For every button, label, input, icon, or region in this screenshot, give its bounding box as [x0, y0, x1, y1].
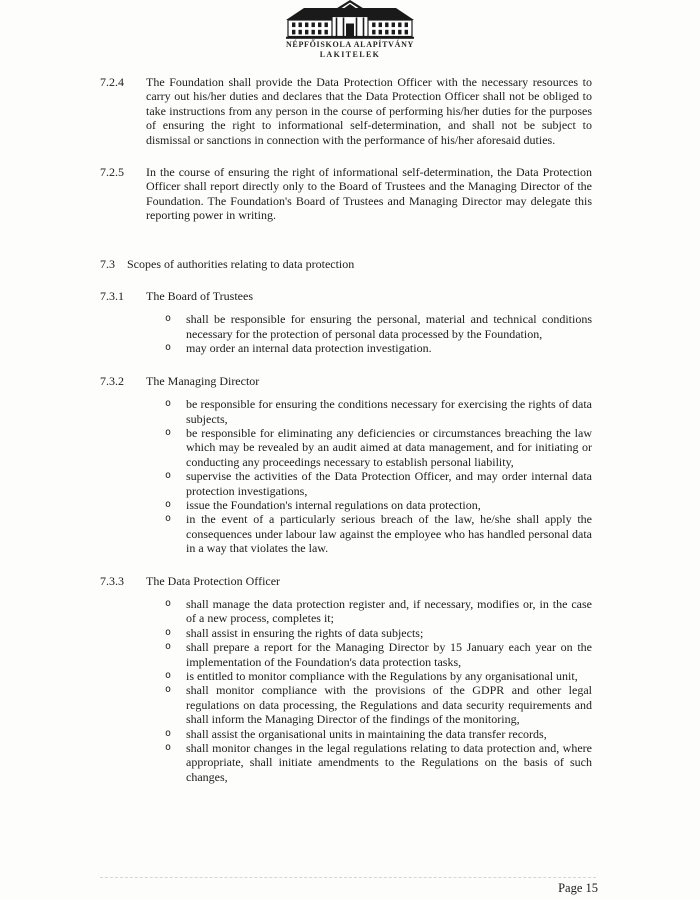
bullet-text: be responsible for ensuring the conditions necessary for exercising the rights of data subjects,	[186, 397, 592, 426]
bullet-marker-icon: o	[165, 470, 172, 482]
bullet-item	[165, 397, 592, 426]
logo-org-name: NÉPFŐISKOLA ALAPÍTVÁNY	[285, 40, 415, 49]
section-7.3.2	[100, 374, 592, 556]
bullet-item	[165, 426, 592, 469]
section-text: The Foundation shall provide the Data Protection Officer with the necessary resources to carry out his/her duties and declares that the Data Protection Officer shall not be obliged to take instructions from any person in the course of performing his/her duties for the purposes of ensuring the right to informational self-determination, and shall not be subject to dismissal or sanctions in connection with the performance of his/her aforesaid duties.	[146, 75, 592, 147]
bullet-text: is entitled to monitor compliance with the Regulations by any organisational unit,	[186, 669, 578, 683]
bullet-marker-icon: o	[165, 597, 172, 609]
document-body	[0, 75, 700, 784]
bullet-text: supervise the activities of the Data Protection Officer, and may order internal data protection investigations,	[186, 469, 592, 498]
bullet-text: shall assist the organisational units in maintaining the data transfer records,	[186, 726, 547, 741]
bullet-item	[165, 597, 592, 626]
section-number: 7.3.1	[100, 289, 124, 304]
bullet-text: shall monitor compliance with the provisions of the GDPR and other legal regulations on data processing, the Regulations and data security requirements and shall inform the Managing Director of the findings of the monitoring,	[186, 683, 592, 727]
bullet-marker-icon: o	[165, 342, 172, 354]
bullet-marker-icon: o	[165, 313, 172, 325]
bullet-marker-icon: o	[165, 513, 172, 525]
section-7.3.3	[100, 574, 592, 785]
scan-artifact-line	[100, 877, 596, 878]
bullet-text: issue the Foundation's internal regulations on data protection,	[186, 497, 481, 512]
bullet-marker-icon: o	[165, 398, 172, 410]
section-7.2.4	[100, 75, 592, 147]
section-text: Scopes of authorities relating to data protection	[127, 256, 355, 271]
bullet-item	[165, 341, 592, 355]
bullet-text: shall monitor changes in the legal regulations relating to data protection and, where appropriate, shall initiate amendments to the Regulations on the basis of such changes,	[186, 741, 592, 784]
bullet-text: shall manage the data protection register and, if necessary, modifies or, in the case of a new process, completes it;	[186, 596, 592, 626]
bullet-item	[165, 669, 592, 683]
bullet-marker-icon: o	[165, 498, 172, 510]
bullet-marker-icon: o	[165, 641, 172, 653]
section-7.3.1	[100, 289, 592, 356]
bullet-list	[100, 397, 592, 555]
logo	[0, 0, 700, 59]
bullet-text: be responsible for eliminating any deficiencies or circumstances breaching the law which may be revealed by an audit aimed at data management, and for initiating or conducting any proceedings necessary to establish personal liability,	[186, 425, 592, 469]
section-text: The Board of Trustees	[146, 289, 253, 304]
bullet-item	[165, 640, 592, 669]
foundation-building-logo-icon	[280, 0, 420, 40]
bullet-item	[165, 683, 592, 726]
section-7.3	[100, 257, 592, 271]
page-number: Page 15	[558, 881, 598, 895]
section-number: 7.3.3	[100, 573, 124, 588]
bullet-item	[165, 312, 592, 341]
section-number: 7.3.2	[100, 373, 124, 388]
bullet-marker-icon: o	[165, 426, 172, 438]
bullet-list	[100, 312, 592, 355]
logo-location: LAKITELEK	[319, 50, 381, 59]
bullet-item	[165, 512, 592, 555]
bullet-marker-icon: o	[165, 727, 172, 739]
bullet-item	[165, 469, 592, 498]
bullet-item	[165, 626, 592, 640]
section-number: 7.3	[100, 256, 115, 271]
section-text: The Data Protection Officer	[146, 573, 281, 588]
bullet-text: in the event of a particularly serious breach of the law, he/she shall apply the consequences under labour law against the employee who has handled personal data in a way that violates the law.	[186, 512, 592, 556]
section-number: 7.2.5	[100, 165, 124, 180]
bullet-list	[100, 597, 592, 784]
bullet-item	[165, 741, 592, 784]
bullet-marker-icon: o	[165, 626, 172, 638]
bullet-marker-icon: o	[165, 684, 172, 696]
section-number: 7.2.4	[100, 75, 124, 89]
bullet-text: may order an internal data protection investigation.	[186, 341, 432, 356]
bullet-text: shall assist in ensuring the rights of data subjects;	[186, 625, 424, 640]
bullet-item	[165, 498, 592, 512]
bullet-marker-icon: o	[165, 742, 172, 754]
section-text: In the course of ensuring the right of informational self-determination, the Data Protection Officer shall report directly only to the Board of Trustees and the Managing Director of the Foundation. The Foundation's Board of Trustees and Managing Director may delegate this reporting power in writing.	[146, 165, 592, 223]
bullet-text: shall prepare a report for the Managing Director by 15 January each year on the implementation of the Foundation's data protection tasks,	[186, 640, 592, 669]
bullet-marker-icon: o	[165, 670, 172, 681]
bullet-item	[165, 727, 592, 741]
bullet-text: shall be responsible for ensuring the personal, material and technical conditions necessary for the protection of personal data processed by the Foundation,	[186, 312, 592, 341]
section-7.2.5	[100, 165, 592, 223]
section-text: The Managing Director	[146, 373, 260, 388]
